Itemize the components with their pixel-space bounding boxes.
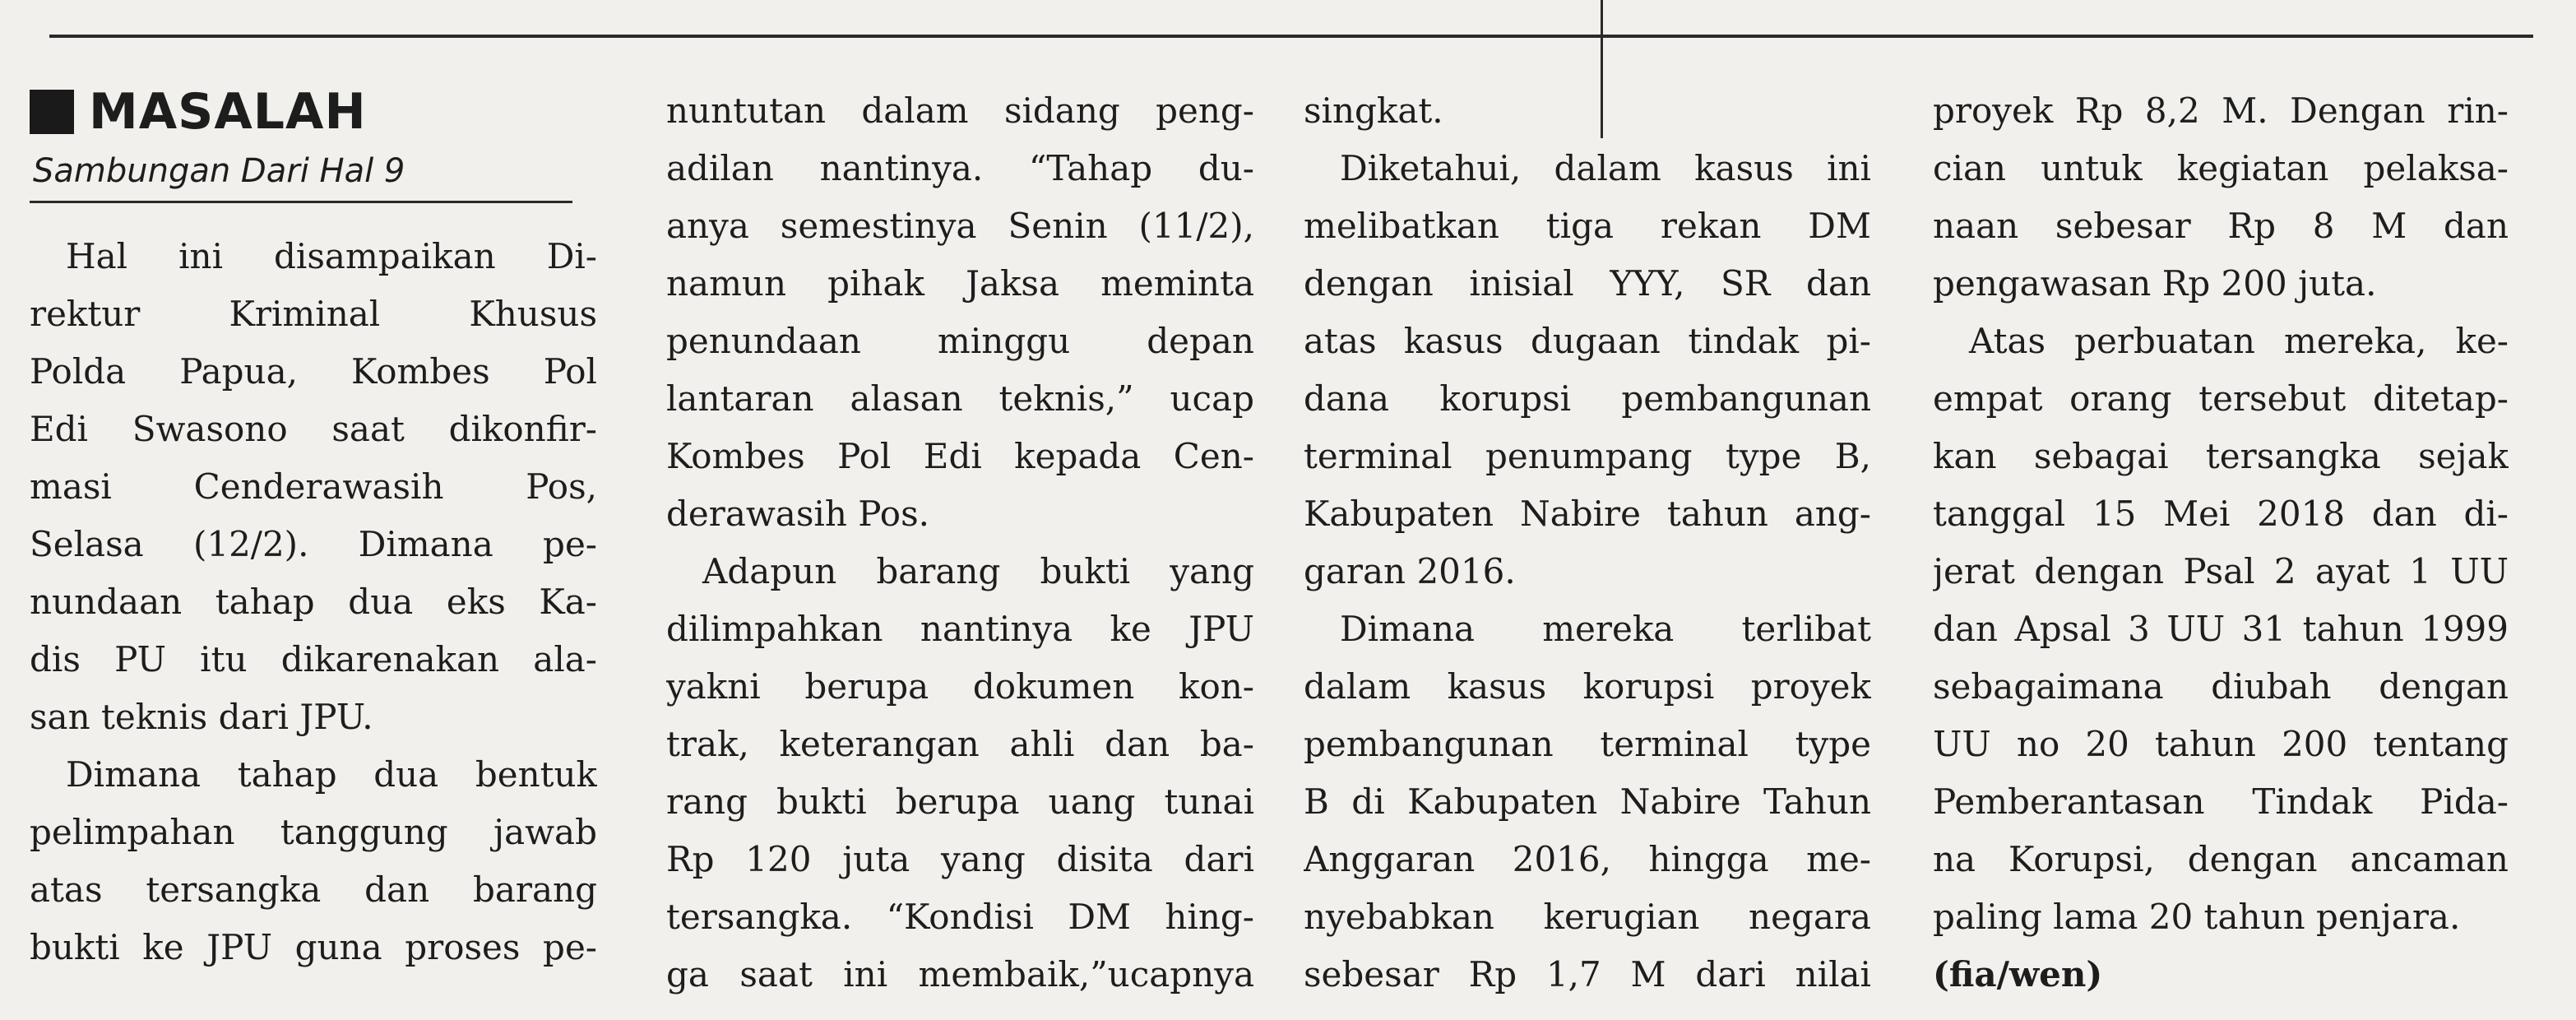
- paragraph: [666, 543, 1254, 1004]
- text-line: garan 2016.: [1304, 551, 1516, 591]
- text-line: san teknis dari JPU.: [30, 697, 373, 737]
- text-line: jerat dengan Psal 2 ayat 1 UU: [1933, 551, 2509, 591]
- text-line: dana korupsi pembangunan: [1304, 378, 1871, 419]
- text-line: lantaran alasan teknis,” ucap: [666, 378, 1254, 419]
- continuation-note: Sambungan Dari Hal 9: [33, 152, 405, 190]
- text-line: nuntutan dalam sidang peng-: [666, 90, 1254, 131]
- text-line: singkat.: [1304, 90, 1443, 131]
- section-title: MASALAH: [89, 83, 367, 141]
- section-header: [30, 79, 597, 145]
- paragraph: [1304, 82, 1871, 140]
- text-line: nyebabkan kerugian negara: [1304, 897, 1871, 937]
- text-line: Atas perbuatan mereka, ke-: [1969, 321, 2509, 361]
- text-line: Kombes Pol Edi kepada Cen-: [666, 436, 1254, 476]
- paragraph: [1304, 600, 1871, 1004]
- text-line: cian untuk kegiatan pelaksa-: [1933, 148, 2509, 188]
- text-line: rang bukti berupa uang tunai: [666, 781, 1254, 822]
- text-line: trak, keterangan ahli dan ba-: [666, 724, 1254, 764]
- text-line: Diketahui, dalam kasus ini: [1340, 148, 1871, 188]
- text-line: pengawasan Rp 200 juta.: [1933, 263, 2377, 304]
- text-line: Adapun barang bukti yang: [702, 551, 1254, 591]
- article-column-4: [1933, 82, 2509, 1004]
- text-line: pelimpahan tanggung jawab: [30, 812, 597, 852]
- text-line: masi Cenderawasih Pos,: [30, 466, 597, 507]
- paragraph: [30, 746, 597, 976]
- text-line: Polda Papua, Kombes Pol: [30, 351, 597, 392]
- author-signoff: (fia/wen): [1933, 954, 2103, 994]
- text-line: Dimana mereka terlibat: [1340, 609, 1871, 649]
- text-line: tersangka. “Kondisi DM hing-: [666, 897, 1254, 937]
- article-column-3: [1304, 82, 1871, 1004]
- text-line: adilan nantinya. “Tahap du-: [666, 148, 1254, 188]
- paragraph: [666, 82, 1254, 543]
- text-line: dalam kasus korupsi proyek: [1304, 666, 1871, 707]
- text-line: Selasa (12/2). Dimana pe-: [30, 524, 597, 564]
- text-line: paling lama 20 tahun penjara.: [1933, 897, 2461, 937]
- text-line: sebagaimana diubah dengan: [1933, 666, 2509, 707]
- text-line: yakni berupa dokumen kon-: [666, 666, 1254, 707]
- text-line: sebesar Rp 1,7 M dari nilai: [1304, 954, 1871, 994]
- text-line: ga saat ini membaik,”ucapnya: [666, 954, 1254, 994]
- text-line: melibatkan tiga rekan DM: [1304, 206, 1871, 246]
- top-rule: [49, 35, 2533, 38]
- text-line: anya semestinya Senin (11/2),: [666, 206, 1254, 246]
- paragraph: [1933, 313, 2509, 946]
- text-line: pembangunan terminal type: [1304, 724, 1871, 764]
- text-line: terminal penumpang type B,: [1304, 436, 1871, 476]
- text-line: kan sebagai tersangka sejak: [1933, 436, 2509, 476]
- paragraph: [1933, 82, 2509, 313]
- text-line: Rp 120 juta yang disita dari: [666, 839, 1254, 879]
- text-line: empat orang tersebut ditetap-: [1933, 378, 2509, 419]
- text-line: dilimpahkan nantinya ke JPU: [666, 609, 1254, 649]
- text-line: atas kasus dugaan tindak pi-: [1304, 321, 1871, 361]
- section-marker-icon: [30, 90, 74, 134]
- text-line: Kabupaten Nabire tahun ang-: [1304, 494, 1871, 534]
- text-line: Hal ini disampaikan Di-: [66, 236, 597, 276]
- text-line: naan sebesar Rp 8 M dan: [1933, 206, 2509, 246]
- text-line: Pemberantasan Tindak Pida-: [1933, 781, 2509, 822]
- text-line: dengan inisial YYY, SR dan: [1304, 263, 1871, 304]
- text-line: dis PU itu dikarenakan ala-: [30, 639, 597, 679]
- article-column-1: [30, 79, 597, 976]
- text-line: proyek Rp 8,2 M. Dengan rin-: [1933, 90, 2509, 131]
- text-line: bukti ke JPU guna proses pe-: [30, 927, 597, 967]
- article-column-2: [666, 82, 1254, 1004]
- text-line: na Korupsi, dengan ancaman: [1933, 839, 2509, 879]
- text-line: dan Apsal 3 UU 31 tahun 1999: [1933, 609, 2509, 649]
- header-rule: [30, 201, 572, 203]
- paragraph: [1304, 140, 1871, 600]
- text-line: Anggaran 2016, hingga me-: [1304, 839, 1871, 879]
- paragraph: [30, 228, 597, 746]
- text-line: namun pihak Jaksa meminta: [666, 263, 1254, 304]
- text-line: tanggal 15 Mei 2018 dan di-: [1933, 494, 2509, 534]
- text-line: B di Kabupaten Nabire Tahun: [1304, 781, 1871, 822]
- text-line: rektur Kriminal Khusus: [30, 294, 597, 334]
- text-line: Edi Swasono saat dikonfir-: [30, 409, 597, 449]
- text-line: nundaan tahap dua eks Ka-: [30, 582, 597, 622]
- text-line: atas tersangka dan barang: [30, 869, 597, 910]
- text-line: derawasih Pos.: [666, 494, 929, 534]
- text-line: UU no 20 tahun 200 tentang: [1933, 724, 2509, 764]
- text-line: penundaan minggu depan: [666, 321, 1254, 361]
- text-line: Dimana tahap dua bentuk: [66, 754, 597, 795]
